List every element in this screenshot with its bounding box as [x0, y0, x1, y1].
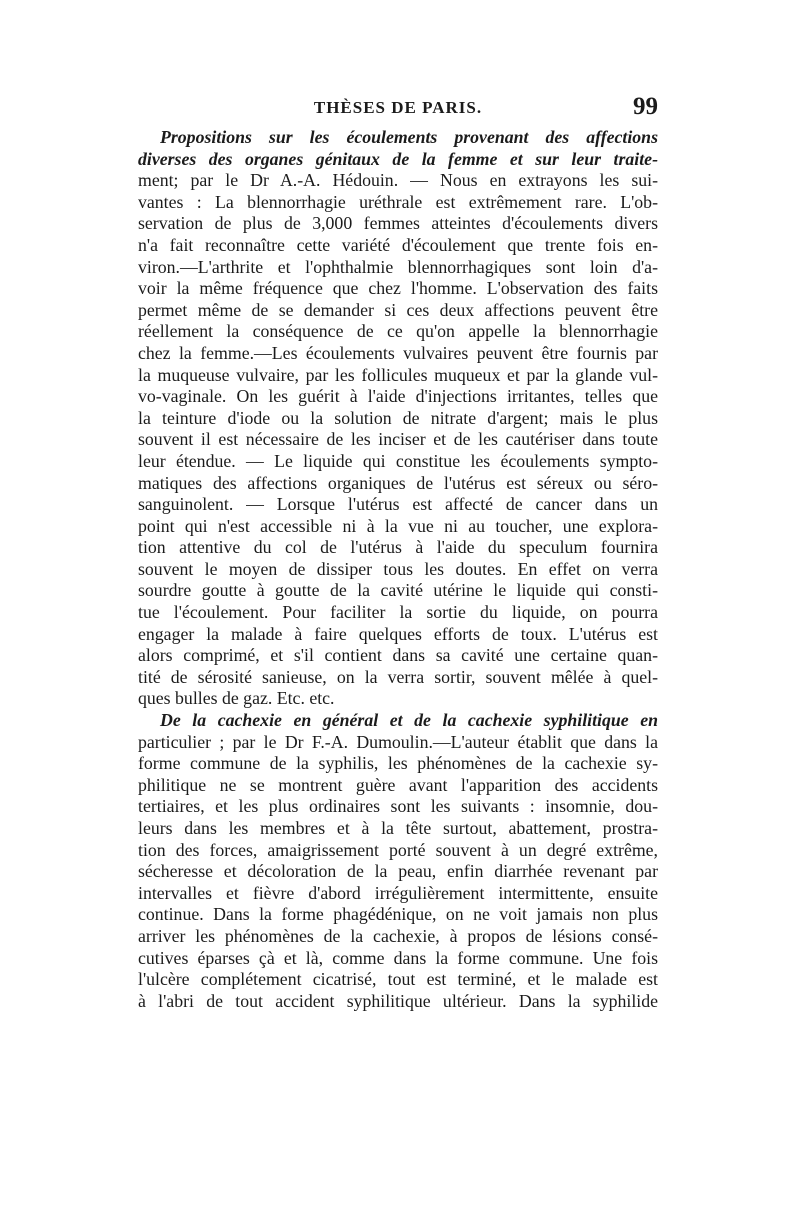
text-line: forme commune de la syphilis, les phénomènes de la cachexie sy-: [138, 753, 658, 774]
text-line: vo-vaginale. On les guérit à l'aide d'injections irritantes, telles que: [138, 386, 658, 407]
text-line: ques bulles de gaz. Etc. etc.: [138, 688, 335, 709]
text-line: permet même de se demander si ces deux affections peuvent être: [138, 299, 658, 320]
text-line: servation de plus de 3,000 femmes atteintes d'écoulements divers: [138, 213, 658, 234]
text-line: à l'abri de tout accident syphilitique ultérieur. Dans la syphilide: [138, 990, 658, 1011]
text-line: tion attentive du col de l'utérus à l'aide du speculum fournira: [138, 537, 658, 558]
text-line: matiques des affections organiques de l'utérus est séreux ou séro-: [138, 472, 658, 493]
text-line: Propositions sur les écoulements provenant des affections: [160, 127, 658, 147]
text-line: n'a fait reconnaître cette variété d'écoulement que trente fois en-: [138, 234, 658, 255]
text-line: cutives éparses çà et là, comme dans la forme commune. Une fois: [138, 947, 658, 968]
text-line: philitique ne se montrent guère avant l'apparition des accidents: [138, 774, 658, 795]
page-number: 99: [633, 93, 658, 120]
text-line: particulier ; par le Dr F.-A. Dumoulin.—L'auteur établit que dans la: [138, 731, 658, 752]
page-header: [138, 93, 658, 128]
text-line: sécheresse et décoloration de la peau, enfin diarrhée revenant par: [138, 861, 658, 882]
text-line: tion des forces, amaigrissement porté souvent à un degré extrême,: [138, 839, 658, 860]
text-line: continue. Dans la forme phagédénique, on ne voit jamais non plus: [138, 904, 658, 925]
text-line: la teinture d'iode ou la solution de nitrate d'argent; mais le plus: [138, 407, 658, 428]
text-line: alors comprimé, et s'il contient dans sa cavité une certaine quan-: [138, 645, 658, 666]
text-line: ment; par le Dr A.-A. Hédouin. — Nous en extrayons les sui-: [138, 170, 658, 191]
text-line: diverses des organes génitaux de la femme et sur leur traite-: [138, 148, 658, 169]
running-head: THÈSES DE PARIS.: [313, 98, 483, 117]
text-line: leur étendue. — Le liquide qui constitue les écoulements sympto-: [138, 450, 658, 471]
body-text: [138, 127, 658, 1012]
text-line: l'ulcère complétement cicatrisé, tout est terminé, et le malade est: [138, 969, 658, 990]
text-line: sourdre goutte à goutte de la cavité utérine le liquide qui consti-: [138, 580, 658, 601]
text-line: tue l'écoulement. Pour faciliter la sortie du liquide, on pourra: [138, 602, 658, 623]
text-line: engager la malade à faire quelques efforts de toux. L'utérus est: [138, 623, 658, 644]
text-line: arriver les phénomènes de la cachexie, à propos de lésions consé-: [138, 925, 658, 946]
text-line: souvent il est nécessaire de les inciser et de les cautériser dans toute: [138, 429, 658, 450]
text-line: réellement la conséquence de ce qu'on appelle la blennorrhagie: [138, 321, 658, 342]
text-line: tertiaires, et les plus ordinaires sont les suivants : insomnie, dou-: [138, 796, 658, 817]
text-line: voir la même fréquence que chez l'homme. L'observation des faits: [138, 278, 658, 299]
text-line: sanguinolent. — Lorsque l'utérus est affecté de cancer dans un: [138, 494, 658, 515]
text-line: point qui n'est accessible ni à la vue ni au toucher, une explora-: [138, 515, 658, 536]
text-line: vantes : La blennorrhagie uréthrale est extrêmement rare. L'ob-: [138, 191, 658, 212]
text-line: la muqueuse vulvaire, par les follicules muqueux et par la glande vul-: [138, 364, 658, 385]
text-line: intervalles et fièvre d'abord irrégulièrement intermittente, ensuite: [138, 882, 658, 903]
text-line: chez la femme.—Les écoulements vulvaires peuvent être fournis par: [138, 342, 658, 363]
text-line: leurs dans les membres et à la tête surtout, abattement, prostra-: [138, 818, 658, 838]
text-line: De la cachexie en général et de la cachexie syphilitique en: [160, 710, 658, 731]
text-line: souvent le moyen de dissiper tous les doutes. En effet on verra: [138, 558, 658, 579]
text-line: viron.—L'arthrite et l'ophthalmie blennorrhagiques sont loin d'a-: [138, 256, 658, 277]
text-line: tité de sérosité sanieuse, on la verra sortir, souvent mêlée à quel-: [138, 666, 658, 687]
